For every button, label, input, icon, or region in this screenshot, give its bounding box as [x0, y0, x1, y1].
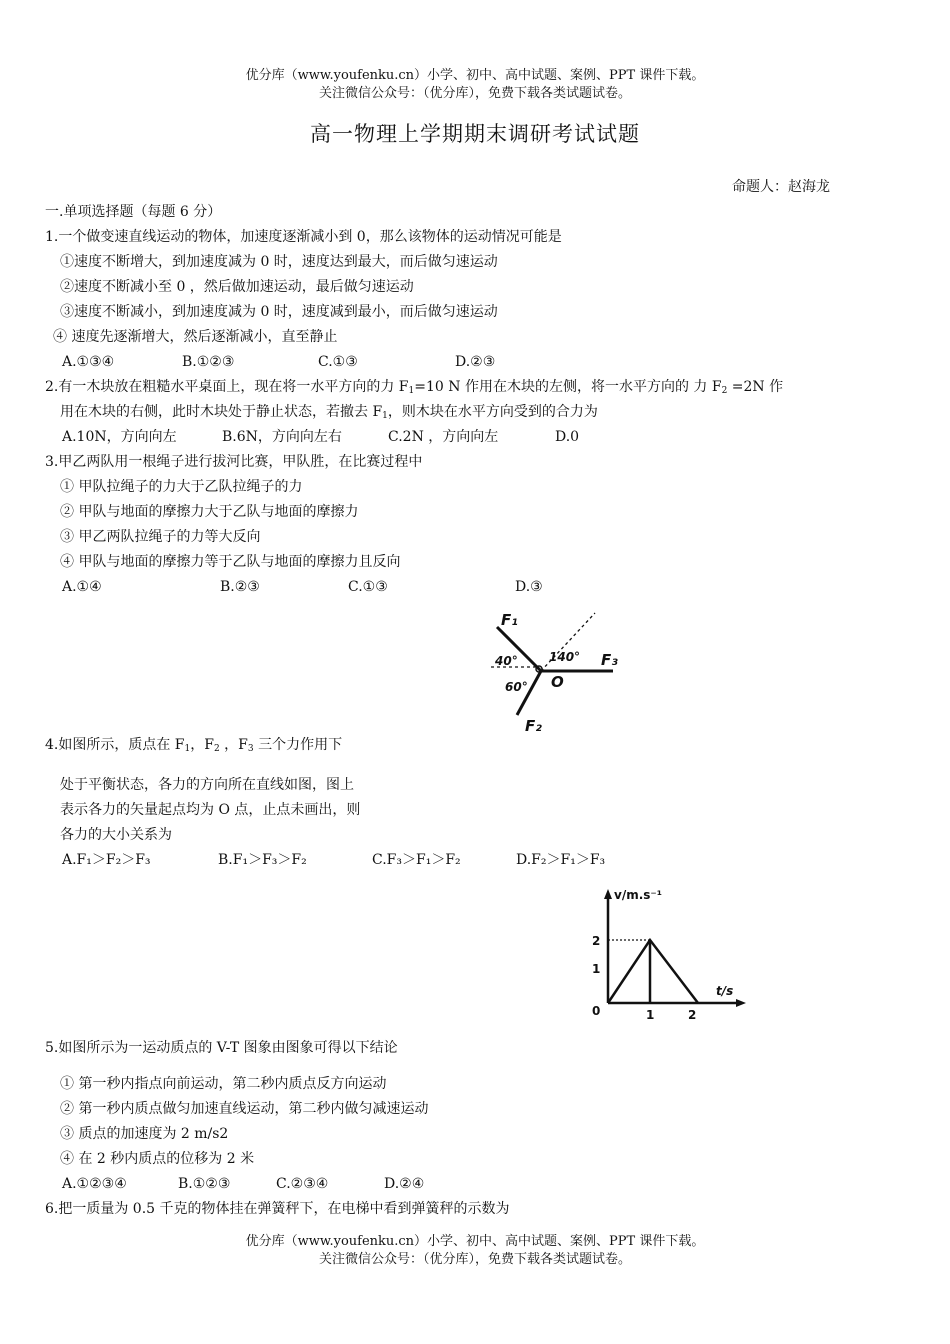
q1-option-d: D.②③ — [455, 354, 496, 370]
x-axis-label: t/s — [716, 984, 734, 998]
y-axis-label: v/m.s⁻¹ — [614, 888, 662, 902]
force-diagram — [485, 605, 625, 735]
q2-stem-line-2: 用在木块的右侧，此时木块处于静止状态，若撤去 $F_1$，则木块在水平方向受到的合力为 — [60, 404, 598, 421]
tick-y-2: 2 — [592, 934, 601, 948]
q4-option-b: B.F₁＞F₃＞F₂ — [218, 852, 307, 868]
tick-origin: 0 — [592, 1004, 601, 1018]
q2-stem: 2.有一木块放在粗糙水平桌面上，现在将一水平方向的力 $F_1=10$ N 作用在木块的左侧，将一水平方向的 力 $F_2 =2N$ 作 — [45, 379, 784, 396]
q5-statement-4: ④ 在 2 秒内质点的位移为 2 米 — [60, 1151, 255, 1167]
q4-option-d: D.F₂＞F₁＞F₃ — [516, 852, 606, 868]
q3-option-d: D.③ — [515, 579, 543, 595]
tick-x-1: 1 — [646, 1008, 655, 1022]
q5-option-b: B.①②③ — [178, 1176, 231, 1192]
q4-stem-line-2: 处于平衡状态，各力的方向所在直线如图，图上 — [60, 777, 354, 793]
q1-statement-4: ④ 速度先逐渐增大，然后逐渐减小，直至静止 — [53, 329, 338, 345]
q3-option-a: A.①④ — [62, 579, 102, 595]
label-angle-140: 140° — [549, 650, 581, 664]
q3-stem: 3.甲乙两队用一根绳子进行拔河比赛，甲队胜，在比赛过程中 — [45, 454, 423, 470]
label-o: O — [551, 673, 564, 691]
q2-option-a: A.10N，方向向左 — [62, 429, 177, 445]
q1-option-c: C.①③ — [318, 354, 358, 370]
y-axis-arrow — [604, 889, 612, 899]
q3-statement-3: ③ 甲乙两队拉绳子的力等大反向 — [60, 529, 261, 545]
header-line-2: 关注微信公众号：（优分库），免费下载各类试题试卷。 — [318, 86, 631, 101]
footer-line-1: 优分库（www.youfenku.cn）小学、初中、高中试题、案例、PPT 课件下载。 — [245, 1234, 705, 1249]
q4-stem: 4.如图所示，质点在 $F_1$，$F_2$ ，$F_3$ 三个力作用下 — [45, 737, 343, 754]
q5-statement-3: ③ 质点的加速度为 2 m/s2 — [60, 1126, 229, 1142]
header-line-1: 优分库（www.youfenku.cn）小学、初中、高中试题、案例、PPT 课件下载。 — [245, 68, 705, 83]
q2-option-c: C.2N ，方向向左 — [388, 429, 499, 445]
label-f1: F₁ — [501, 611, 518, 629]
page-title: 高一物理上学期期末调研考试试题 — [310, 122, 640, 146]
q3-statement-2: ② 甲队与地面的摩擦力大于乙队与地面的摩擦力 — [60, 504, 359, 520]
q1-statement-1: ①速度不断增大，到加速度减为 0 时，速度达到最大，而后做匀速运动 — [60, 254, 498, 270]
label-angle-40: 40° — [495, 654, 518, 668]
author: 命题人：赵海龙 — [732, 179, 830, 195]
q1-statement-2: ②速度不断减小至 0 ，然后做加速运动，最后做匀速运动 — [60, 279, 414, 295]
q1-option-a: A.①③④ — [62, 354, 115, 370]
q5-option-a: A.①②③④ — [62, 1176, 127, 1192]
q3-option-b: B.②③ — [220, 579, 260, 595]
q4-option-a: A.F₁＞F₂＞F₃ — [62, 852, 151, 868]
q3-statement-1: ① 甲队拉绳子的力大于乙队拉绳子的力 — [60, 479, 303, 495]
label-f3: F₃ — [601, 651, 618, 669]
x-axis-arrow — [736, 999, 746, 1007]
tick-y-1: 1 — [592, 962, 601, 976]
q2-option-d: D.0 — [555, 429, 580, 445]
velocity-line — [608, 940, 698, 1003]
vt-graph — [580, 885, 750, 1035]
q5-statement-1: ① 第一秒内指点向前运动，第二秒内质点反方向运动 — [60, 1076, 387, 1092]
q4-stem-line-4: 各力的大小关系为 — [60, 827, 172, 843]
q5-option-d: D.②④ — [384, 1176, 425, 1192]
label-f2: F₂ — [525, 717, 542, 735]
q2-option-b: B.6N，方向向左右 — [222, 429, 342, 445]
q4-option-c: C.F₃＞F₁＞F₂ — [372, 852, 461, 868]
q1-stem: 1.一个做变速直线运动的物体，加速度逐渐减小到 0，那么该物体的运动情况可能是 — [45, 229, 562, 245]
q5-option-c: C.②③④ — [276, 1176, 329, 1192]
label-angle-60: 60° — [505, 680, 528, 694]
q6-stem: 6.把一质量为 0.5 千克的物体挂在弹簧秤下，在电梯中看到弹簧秤的示数为 — [45, 1201, 510, 1217]
q5-stem: 5.如图所示为一运动质点的 V-T 图象由图象可得以下结论 — [45, 1040, 398, 1056]
section-heading: 一.单项选择题（每题 6 分） — [45, 204, 222, 220]
q3-option-c: C.①③ — [348, 579, 388, 595]
q5-statement-2: ② 第一秒内质点做匀加速直线运动，第二秒内做匀减速运动 — [60, 1101, 429, 1117]
footer-line-2: 关注微信公众号：（优分库），免费下载各类试题试卷。 — [318, 1252, 631, 1267]
tick-x-2: 2 — [688, 1008, 697, 1022]
q4-stem-line-3: 表示各力的矢量起点均为 O 点，止点未画出，则 — [60, 802, 361, 818]
q1-statement-3: ③速度不断减小，到加速度减为 0 时，速度减到最小，而后做匀速运动 — [60, 304, 498, 320]
q1-option-b: B.①②③ — [182, 354, 235, 370]
q3-statement-4: ④ 甲队与地面的摩擦力等于乙队与地面的摩擦力且反向 — [60, 554, 401, 570]
